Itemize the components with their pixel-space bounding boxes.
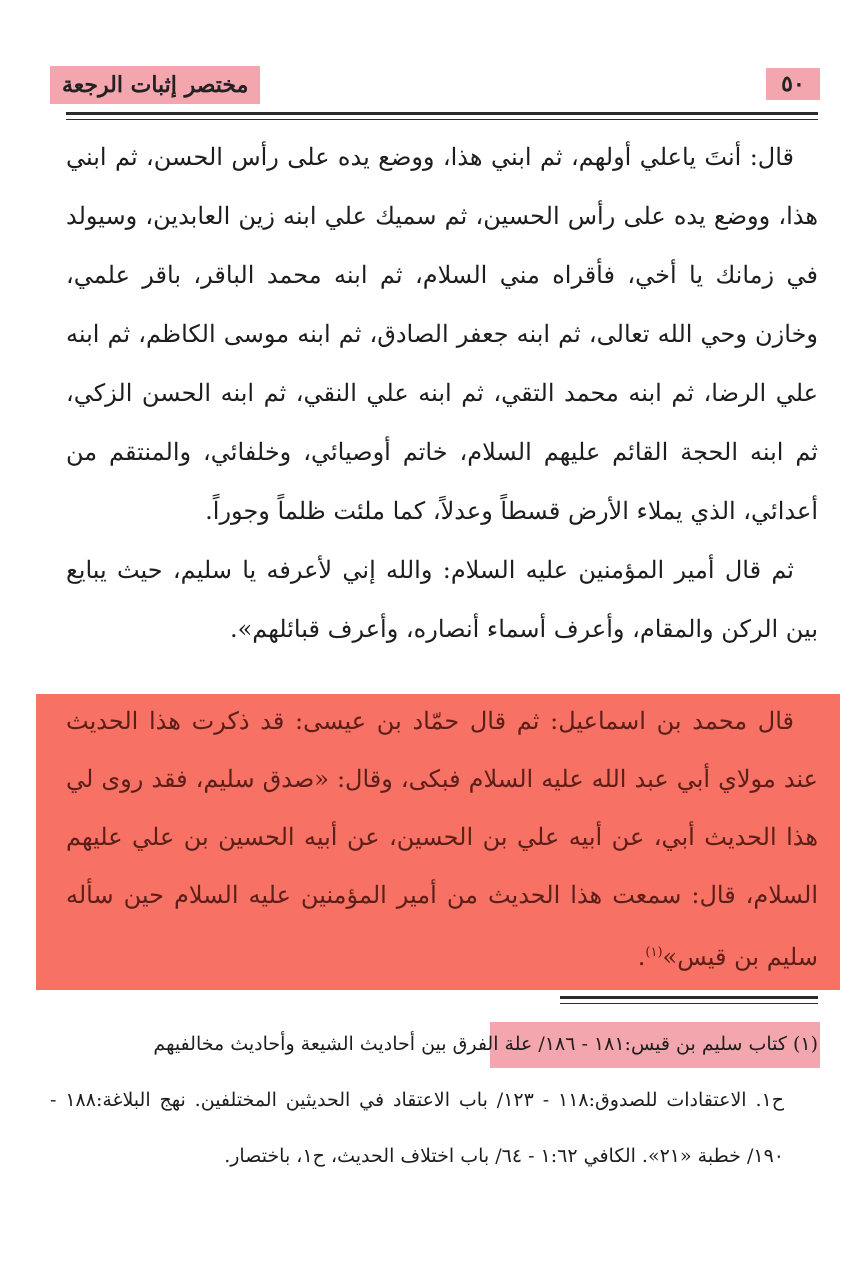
header-divider-thin — [66, 119, 818, 120]
footnote-ref: (١) كتاب سليم بن قيس:١٨١ - ١٨٦/ — [538, 1033, 818, 1055]
highlighted-paragraph — [66, 692, 818, 986]
footnote — [50, 1016, 818, 1184]
page-header — [48, 64, 820, 108]
header-divider — [66, 112, 818, 115]
footnote-line1: علة الفرق بين أحاديث الشيعة وأحاديث مخالفيهم — [153, 1033, 539, 1055]
paragraph: قال: أنتَ ياعلي أولهم، ثم ابني هذا، ووضع يده على رأس الحسن، ثم ابني هذا، ووضع يده على رأس الحسين، ثم سميك علي ابنه زين العابدين، وسيولد في زمانك يا أخي، فأقراه مني السلام، ثم ابنه محمد الباقر، باقر علمي، وخازن وحي الله تعالى، ثم ابنه جعفر الصادق، ثم ابنه موسى الكاظم، ثم ابنه علي الرضا، ثم ابنه محمد التقي، ثم ابنه علي النقي، ثم ابنه الحسن الزكي، ثم ابنه الحجة القائم عليهم السلام، خاتم أوصيائي، وخلفائي، والمنتقم من أعدائي، الذي يملاء الأرض قسطاً وعدلاً، كما ملئت ظلماً وجوراً. — [66, 143, 818, 525]
paragraph-end: . — [637, 943, 646, 971]
main-text — [66, 128, 818, 659]
book-title: مختصر إثبات الرجعة — [50, 66, 260, 104]
footnote-divider-thin — [560, 1003, 818, 1004]
footnote-divider — [560, 996, 818, 999]
paragraph: ثم قال أمير المؤمنين عليه السلام: والله إني لأعرفه يا سليم، حيث يبايع بين الركن والمقام، وأعرف أسماء أنصاره، وأعرف قبائلهم». — [66, 556, 818, 643]
highlighted-paragraph-text: قال محمد بن اسماعيل: ثم قال حمّاد بن عيسى: قد ذكرت هذا الحديث عند مولاي أبي عبد الله عليه السلام فبكى، وقال: «صدق سليم، فقد روى لي هذا الحديث أبي، عن أبيه علي بن الحسين، عن أبيه الحسين بن علي عليهم السلام، قال: سمعت هذا الحديث من أمير المؤمنين عليه السلام حين سأله سليم بن قيس» — [66, 707, 818, 971]
page-number: ٥٠ — [766, 68, 820, 100]
footnote-continuation: ح١. الاعتقادات للصدوق:١١٨ - ١٢٣/ باب الاعتقاد في الحديثين المختلفين. نهج البلاغة:١٨٨ - ١٩٠/ خطبة «٢١». الكافي ١:٦٢ - ٦٤/ باب اختلاف الحديث، ح١، باختصار. — [50, 1089, 785, 1167]
footnote-marker: (١) — [645, 945, 663, 960]
